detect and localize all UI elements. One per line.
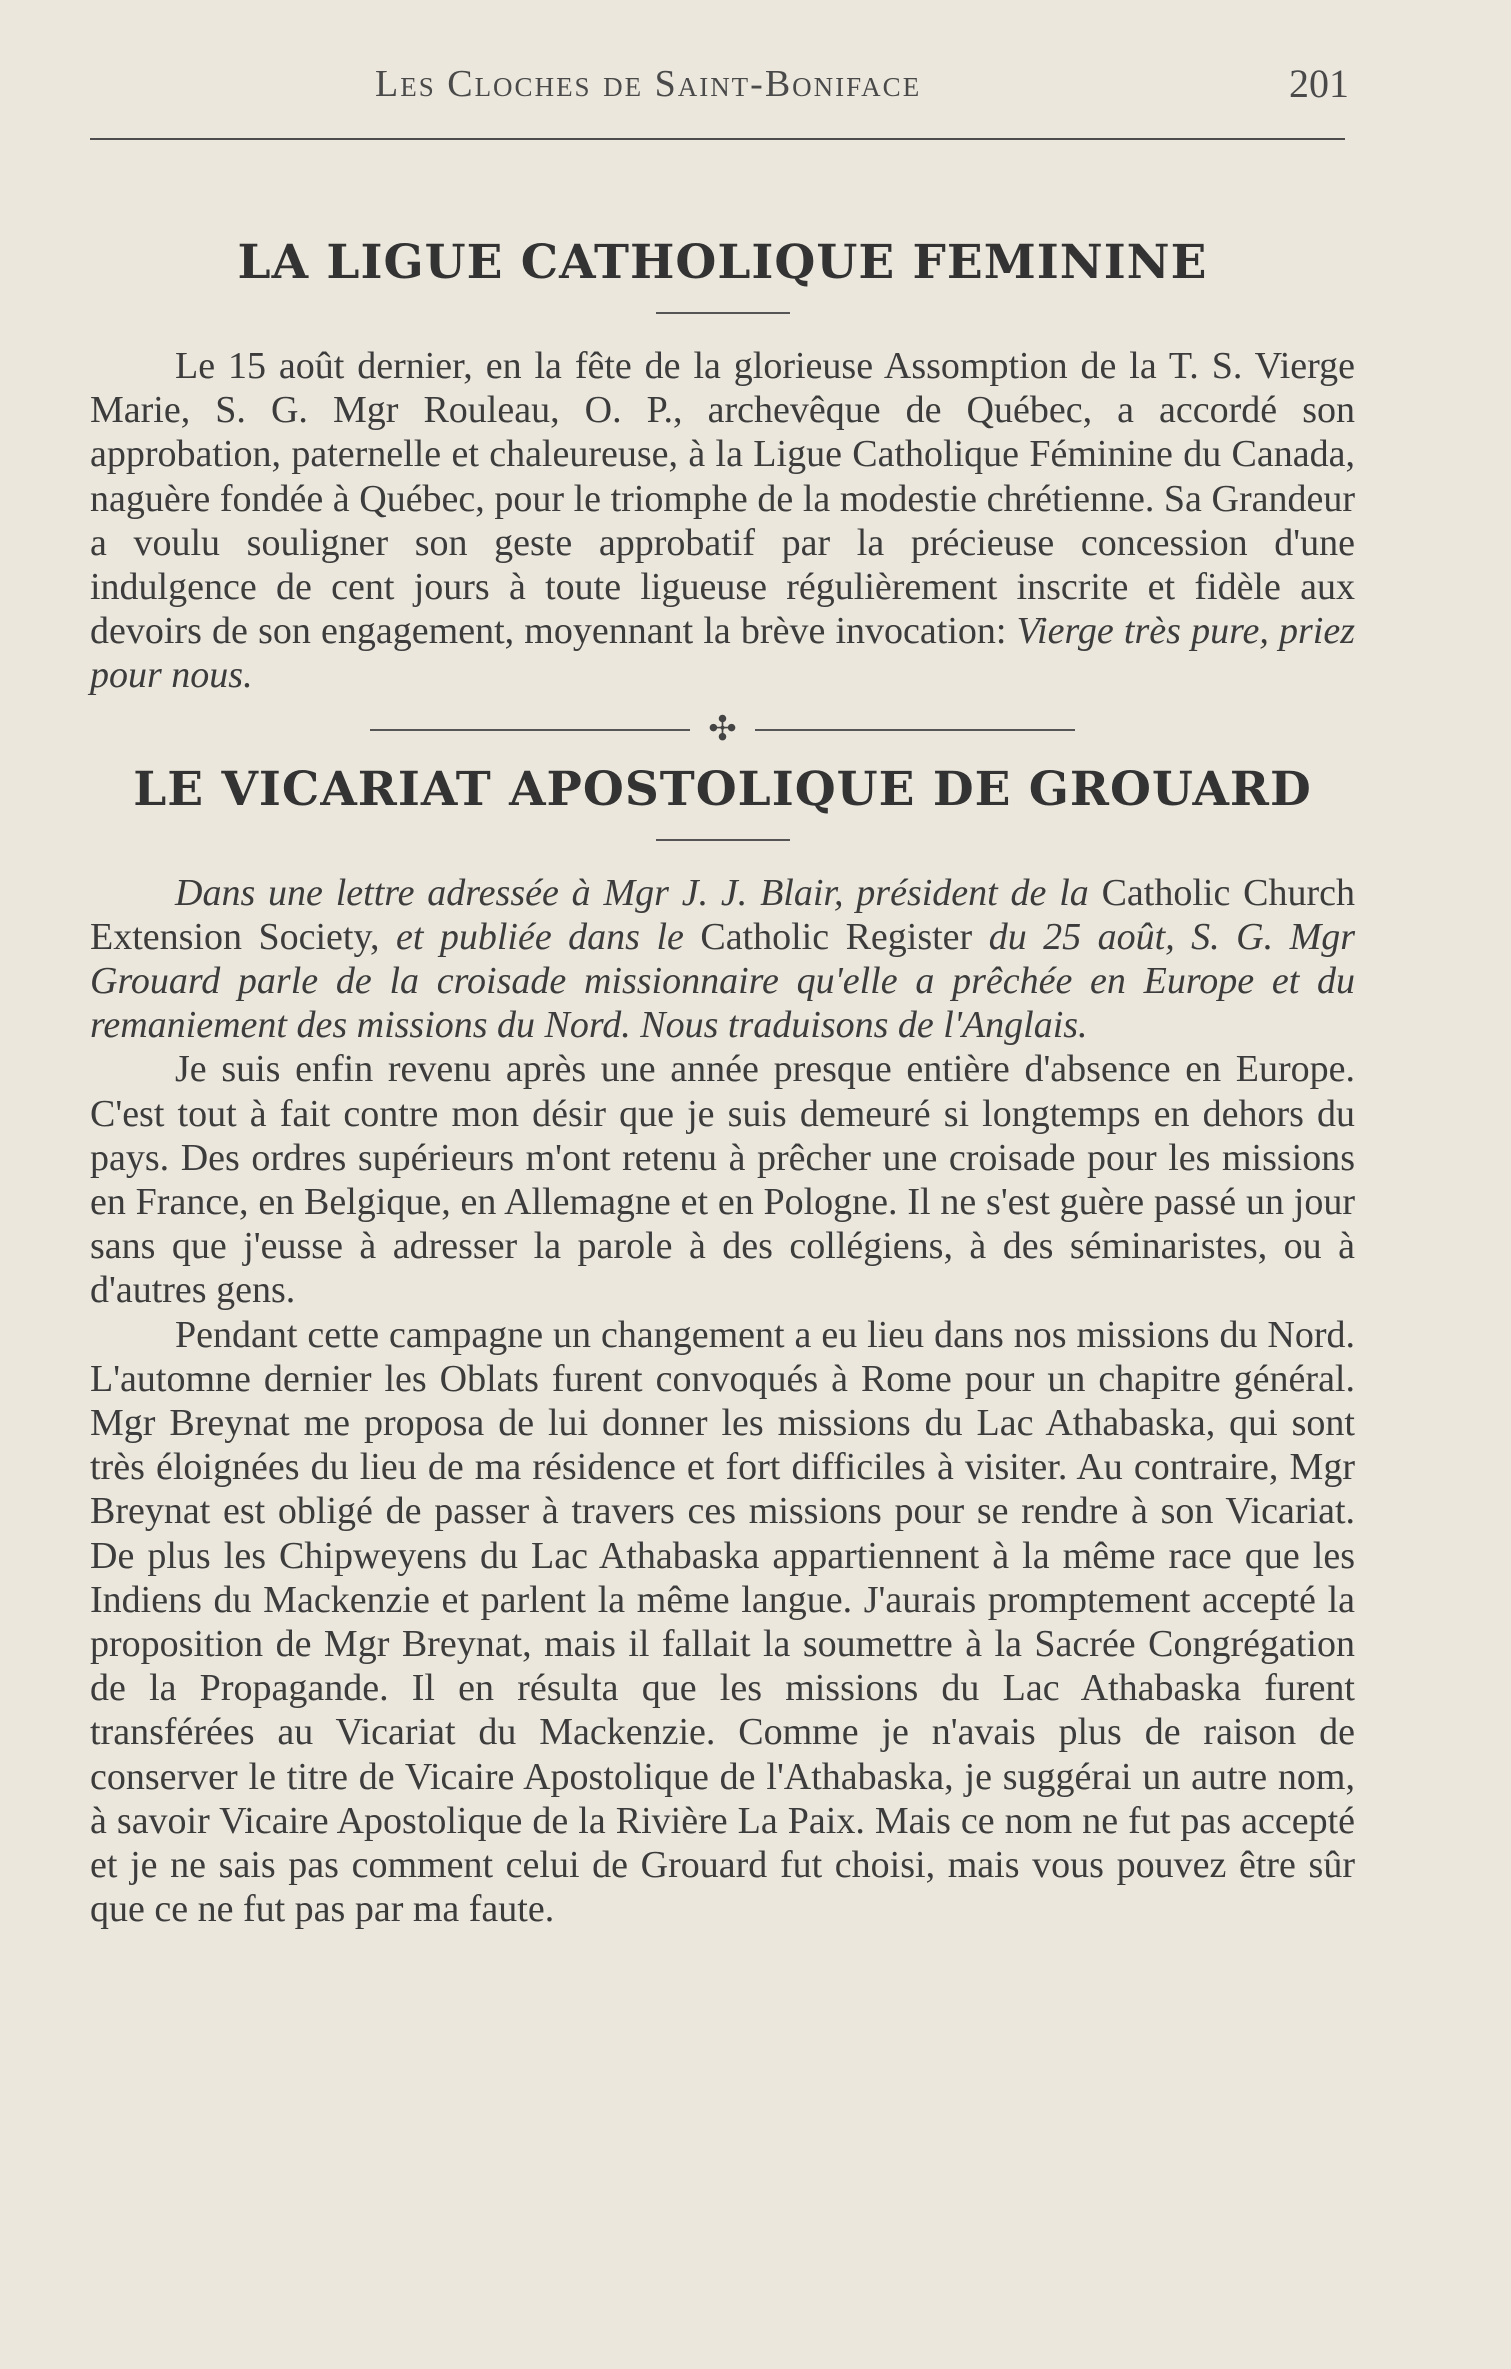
body-paragraph-1: Je suis enfin revenu après une année presque entière d'absence en Europe. C'est tout à fait contre mon désir que je suis demeuré si longtemps en dehors du pays. Des ordres supérieurs m'ont retenu à prêcher une croisade pour les missions en France, en Belgique, en Allemagne et en Pologne. Il ne s'est guère passé un jour sans que j'eusse à adresser la parole à des collégiens, à des séminaristes, ou à d'autres gens. (90, 1048, 1355, 1312)
intro-part-1: Dans une lettre adressée à Mgr J. J. Blair, président de la (175, 871, 1089, 914)
section-title-ligue: LA LIGUE CATHOLIQUE FEMININE (237, 235, 1208, 290)
title-underline-rule-2 (656, 839, 790, 841)
intro-register-name: Catholic Register (700, 915, 973, 958)
cross-ornament-icon: ✣ (708, 710, 737, 748)
intro-paragraph (90, 871, 1355, 1048)
header-rule (90, 138, 1345, 140)
separator-line-left (370, 729, 690, 731)
body-paragraph-2: Pendant cette campagne un changement a eu lieu dans nos missions du Nord. L'automne dernier les Oblats furent convoqués à Rome pour un chapitre général. Mgr Breynat me proposa de lui donner les missions du Lac Athabaska, qui sont très éloignées du lieu de ma résidence et fort difficiles à visiter. Au contraire, Mgr Breynat est obligé de passer à travers ces missions pour se rendre à son Vicariat. De plus les Chipweyens du Lac Athabaska appartiennent à la même race que les Indiens du Mackenzie et parlent la même langue. J'aurais promptement accepté la proposition de Mgr Breynat, mais il fallait la soumettre à la Sacrée Congrégation de la Propagande. Il en résulta que les missions du Lac Athabaska furent transférées au Vicariat du Mackenzie. Comme je n'avais plus de raison de conserver le titre de Vicaire Apostolique de l'Athabaska, je suggérai un autre nom, à savoir Vicaire Apostolique de la Rivière La Paix. Mais ce nom ne fut pas accepté et je ne sais pas comment celui de Grouard fut choisi, mais vous pouvez être sûr que ce ne fut pas par ma faute. (90, 1313, 1355, 1931)
section-separator (90, 710, 1355, 750)
page (90, 50, 1355, 1932)
intro-part-5: du 25 août, S. G. Mgr Grouard parle de la croisade missionnaire qu'elle a prêchée en Europe et du remaniement des missions du Nord. Nous traduisons de l'Anglais. (90, 915, 1356, 1047)
separator-line-right (755, 729, 1075, 731)
intro-part-3: et publiée dans le (379, 915, 701, 958)
paragraph-ligue (90, 344, 1355, 698)
invocation-text: Vierge très pure, priez pour nous. (90, 610, 1355, 697)
intro-society-name: Catholic Church Extension Society, (90, 871, 1356, 958)
page-number: 201 (1289, 61, 1349, 106)
paragraph-ligue-text: Le 15 août dernier, en la fête de la glorieuse Assomption de la T. S. Vierge Marie, S. G. Mgr Rouleau, O. P., archevêque de Québec, a accordé son approbation, paternelle et chaleureuse, à la Ligue Catholique Féminine du Canada, naguère fondée à Québec, pour le triomphe de la modestie chrétienne. Sa Grandeur a voulu souligner son geste approbatif par la précieuse concession d'une indulgence de cent jours à toute ligueuse régulièrement inscrite et fidèle aux devoirs de son engagement, moyennant la brève invocation: (90, 345, 1355, 653)
title-underline-rule (656, 312, 790, 314)
running-head (90, 50, 1355, 130)
running-title: Les Cloches de Saint-Boniface (375, 63, 922, 105)
section-title-vicariat: LE VICARIAT APOSTOLIQUE DE GROUARD (133, 761, 1312, 817)
